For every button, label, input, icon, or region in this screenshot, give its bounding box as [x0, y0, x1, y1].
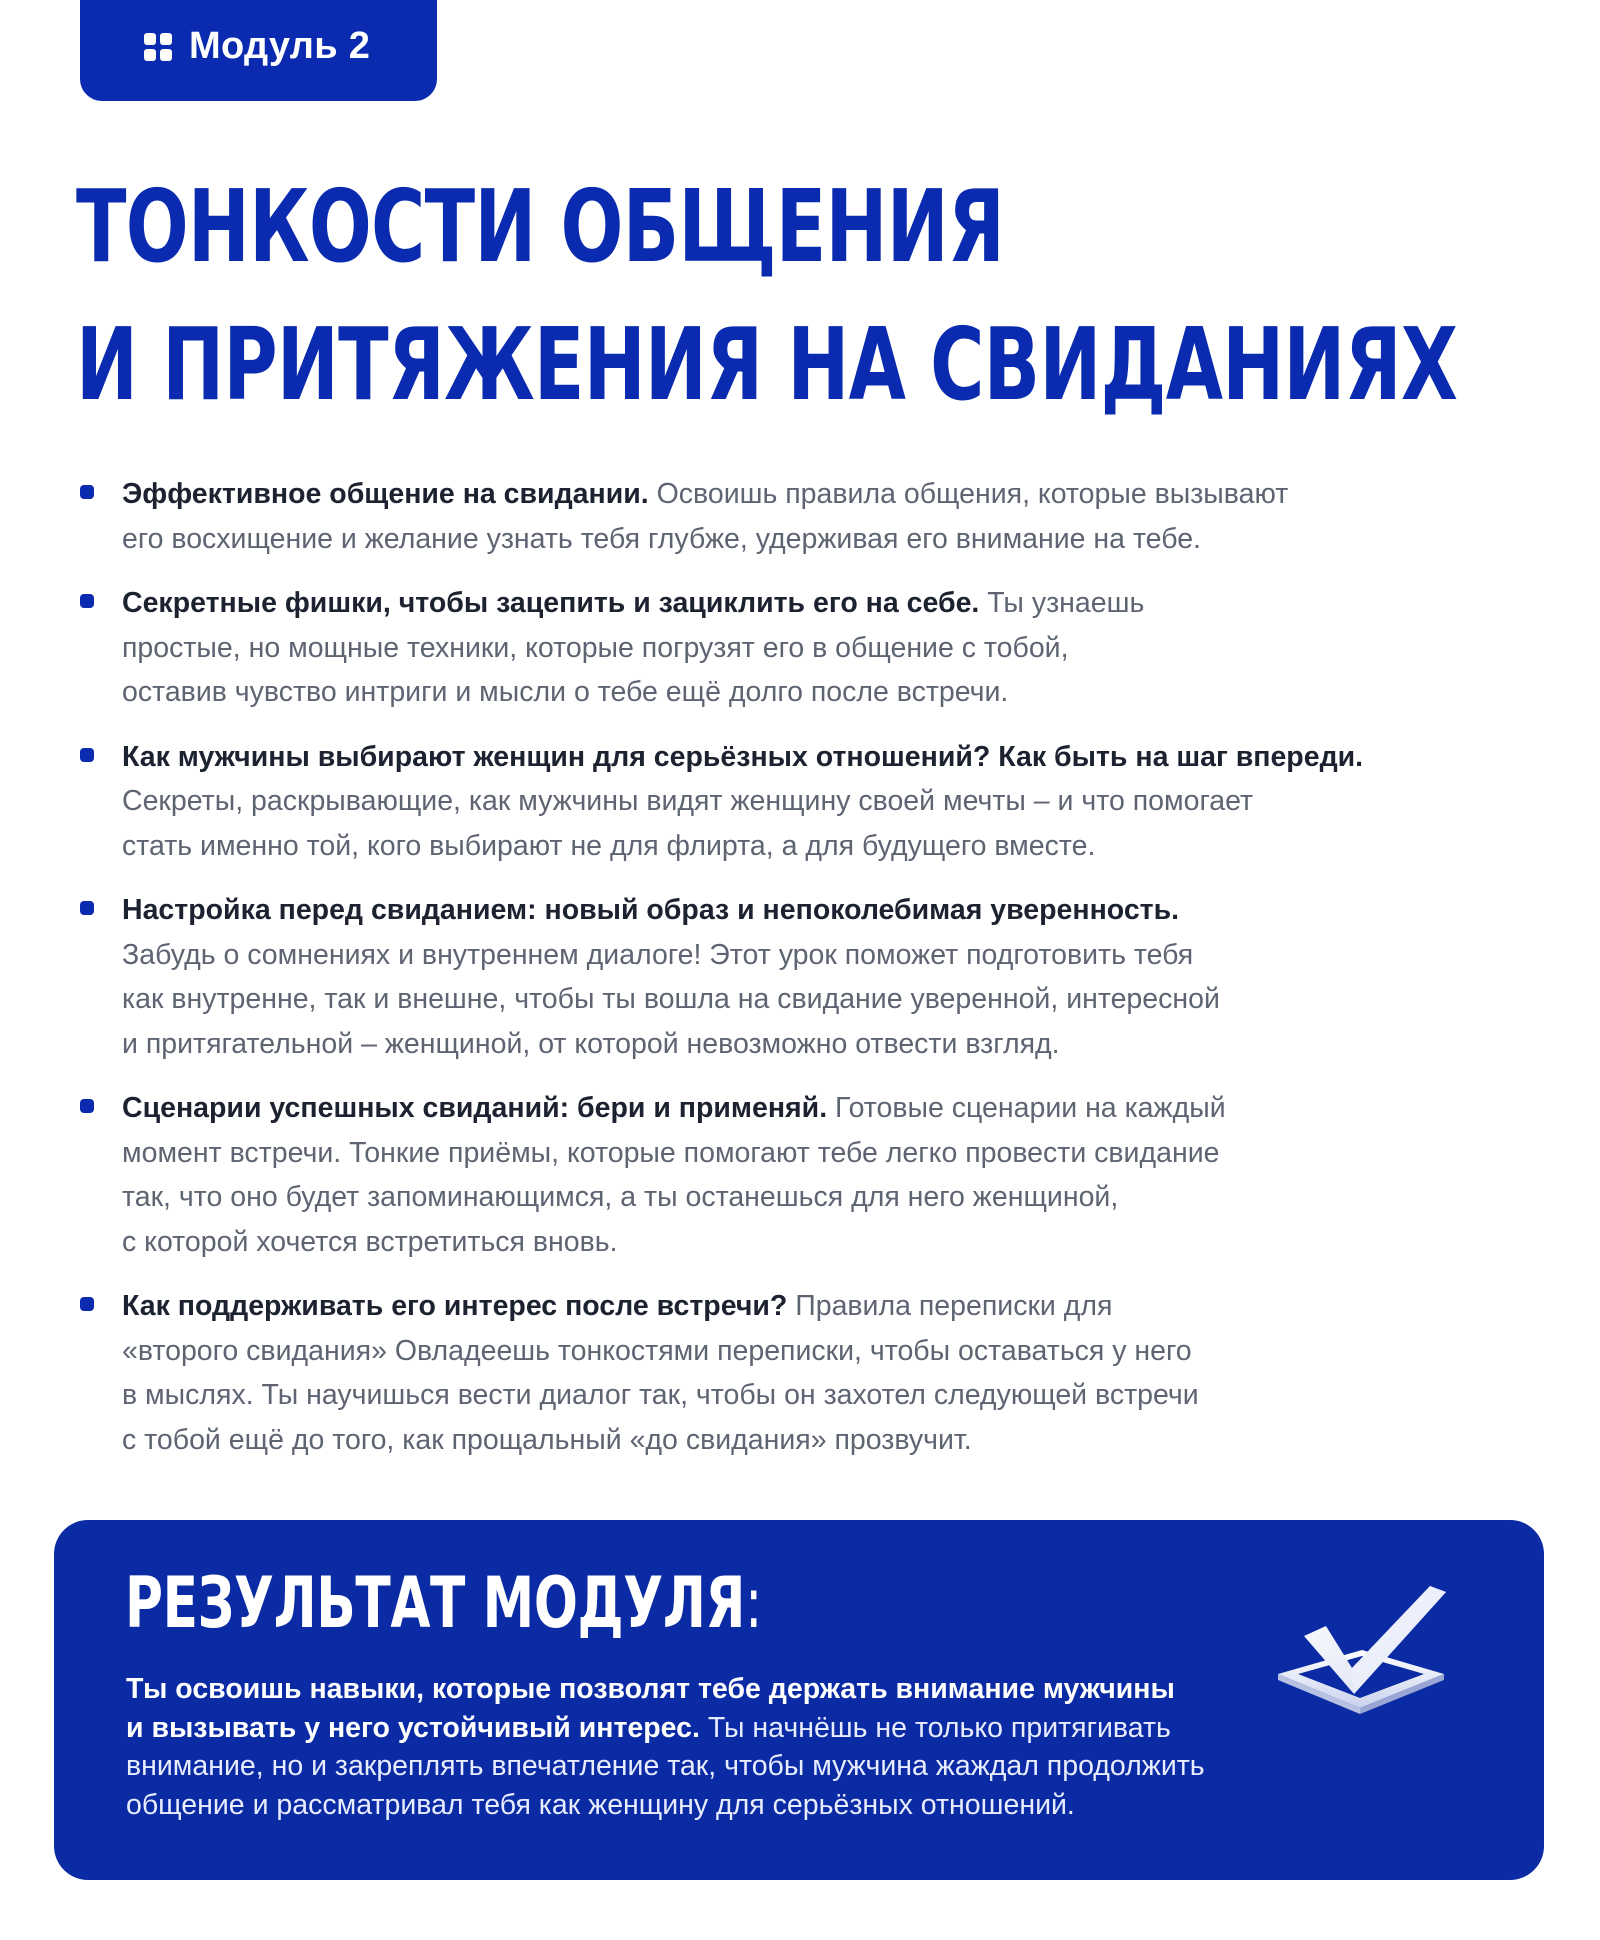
- list-item: [80, 1086, 1380, 1264]
- result-body: общение и рассматривал тебя как женщину для серьёзных отношений.: [126, 1788, 1075, 1821]
- feature-text: с тобой ещё до того, как прощальный «до свидания» прозвучит.: [122, 1423, 972, 1456]
- feature-lead: Секретные фишки, чтобы зацепить и зациклить его на себе.: [122, 587, 980, 619]
- feature-lead: Сценарии успешных свиданий: бери и применяй.: [122, 1092, 828, 1124]
- bullet-icon: [80, 1297, 94, 1311]
- result-line: [126, 1709, 1326, 1748]
- feature-line: [122, 1284, 1380, 1329]
- result-body: внимание, но и закреплять впечатление так, чтобы мужчина жаждал продолжить: [126, 1750, 1205, 1782]
- feature-text: с которой хочется встретиться вновь.: [122, 1225, 618, 1258]
- module-label: Модуль 2: [189, 25, 371, 67]
- bullet-icon: [80, 485, 94, 499]
- bullet-icon: [80, 901, 94, 915]
- feature-lead: Эффективное общение на свидании.: [122, 478, 649, 510]
- result-title-text: РЕЗУЛЬТАТ МОДУЛЯ: [125, 1562, 746, 1644]
- grid-icon: [144, 33, 171, 60]
- feature-text: момент встречи. Тонкие приёмы, которые помогают тебе легко провести свидание: [122, 1136, 1220, 1169]
- feature-text: Освоишь правила общения, которые вызывают: [648, 478, 1289, 510]
- feature-text: стать именно той, кого выбирают не для флирта, а для будущего вместе.: [122, 829, 1096, 862]
- list-item: [80, 735, 1380, 869]
- result-text: [126, 1670, 1326, 1824]
- feature-lead: Как мужчины выбирают женщин для серьёзных отношений? Как быть на шаг впереди.: [122, 740, 1364, 773]
- result-body: Ты начнёшь не только притягивать: [699, 1711, 1171, 1744]
- result-box: [54, 1520, 1544, 1880]
- feature-text: так, что оно будет запоминающимся, а ты останешься для него женщиной,: [122, 1181, 1119, 1213]
- feature-text: простые, но мощные техники, которые погрузят его в общение с тобой,: [122, 631, 1069, 664]
- result-lead: Ты освоишь навыки, которые позволят тебе держать внимание мужчины: [126, 1673, 1175, 1705]
- feature-line: [122, 472, 1380, 517]
- feature-lead: Настройка перед свиданием: новый образ и непоколебимая уверенность.: [122, 894, 1180, 926]
- checkmark-icon: [1274, 1582, 1454, 1732]
- feature-text: «второго свидания» Овладеешь тонкостями переписки, чтобы оставаться у него: [122, 1334, 1192, 1367]
- page-title: [76, 158, 1457, 434]
- feature-lead: Как поддерживать его интерес после встречи?: [122, 1290, 788, 1322]
- bullet-icon: [80, 748, 94, 762]
- list-item: [80, 472, 1380, 561]
- feature-text: Ты узнаешь: [979, 587, 1145, 619]
- module-badge: [80, 0, 437, 101]
- feature-text: как внутренне, так и внешне, чтобы ты вошла на свидание уверенной, интересной: [122, 983, 1220, 1015]
- feature-text: и притягательной – женщиной, от которой невозможно отвести взгляд.: [122, 1027, 1060, 1060]
- result-lead: и вызывать у него устойчивый интерес.: [126, 1711, 700, 1744]
- page-title-line-1: ТОНКОСТИ ОБЩЕНИЯ: [76, 168, 1005, 285]
- feature-text: его восхищение и желание узнать тебя глубже, удерживая его внимание на тебе.: [122, 522, 1201, 555]
- list-item: [80, 888, 1380, 1066]
- feature-text: оставив чувство интриги и мысли о тебе ещё долго после встречи.: [122, 676, 1009, 708]
- list-item: [80, 1284, 1380, 1462]
- page-title-line-2: И ПРИТЯЖЕНИЯ НА СВИДАНИЯХ: [76, 306, 1458, 423]
- bullet-icon: [80, 594, 94, 608]
- feature-line: [122, 581, 1380, 626]
- result-title: [125, 1563, 762, 1643]
- feature-text: Правила переписки для: [787, 1290, 1113, 1322]
- features-list: [80, 472, 1380, 1482]
- result-title-colon: :: [745, 1562, 763, 1644]
- feature-line: [122, 1086, 1380, 1131]
- feature-text: Забудь о сомнениях и внутреннем диалоге! Этот урок поможет подготовить тебя: [122, 938, 1194, 971]
- feature-text: в мыслях. Ты научишься вести диалог так, чтобы он захотел следующей встречи: [122, 1379, 1199, 1411]
- feature-text: Секреты, раскрывающие, как мужчины видят женщину своей мечты – и что помогает: [122, 785, 1254, 817]
- list-item: [80, 581, 1380, 715]
- bullet-icon: [80, 1099, 94, 1113]
- feature-text: Готовые сценарии на каждый: [827, 1092, 1226, 1124]
